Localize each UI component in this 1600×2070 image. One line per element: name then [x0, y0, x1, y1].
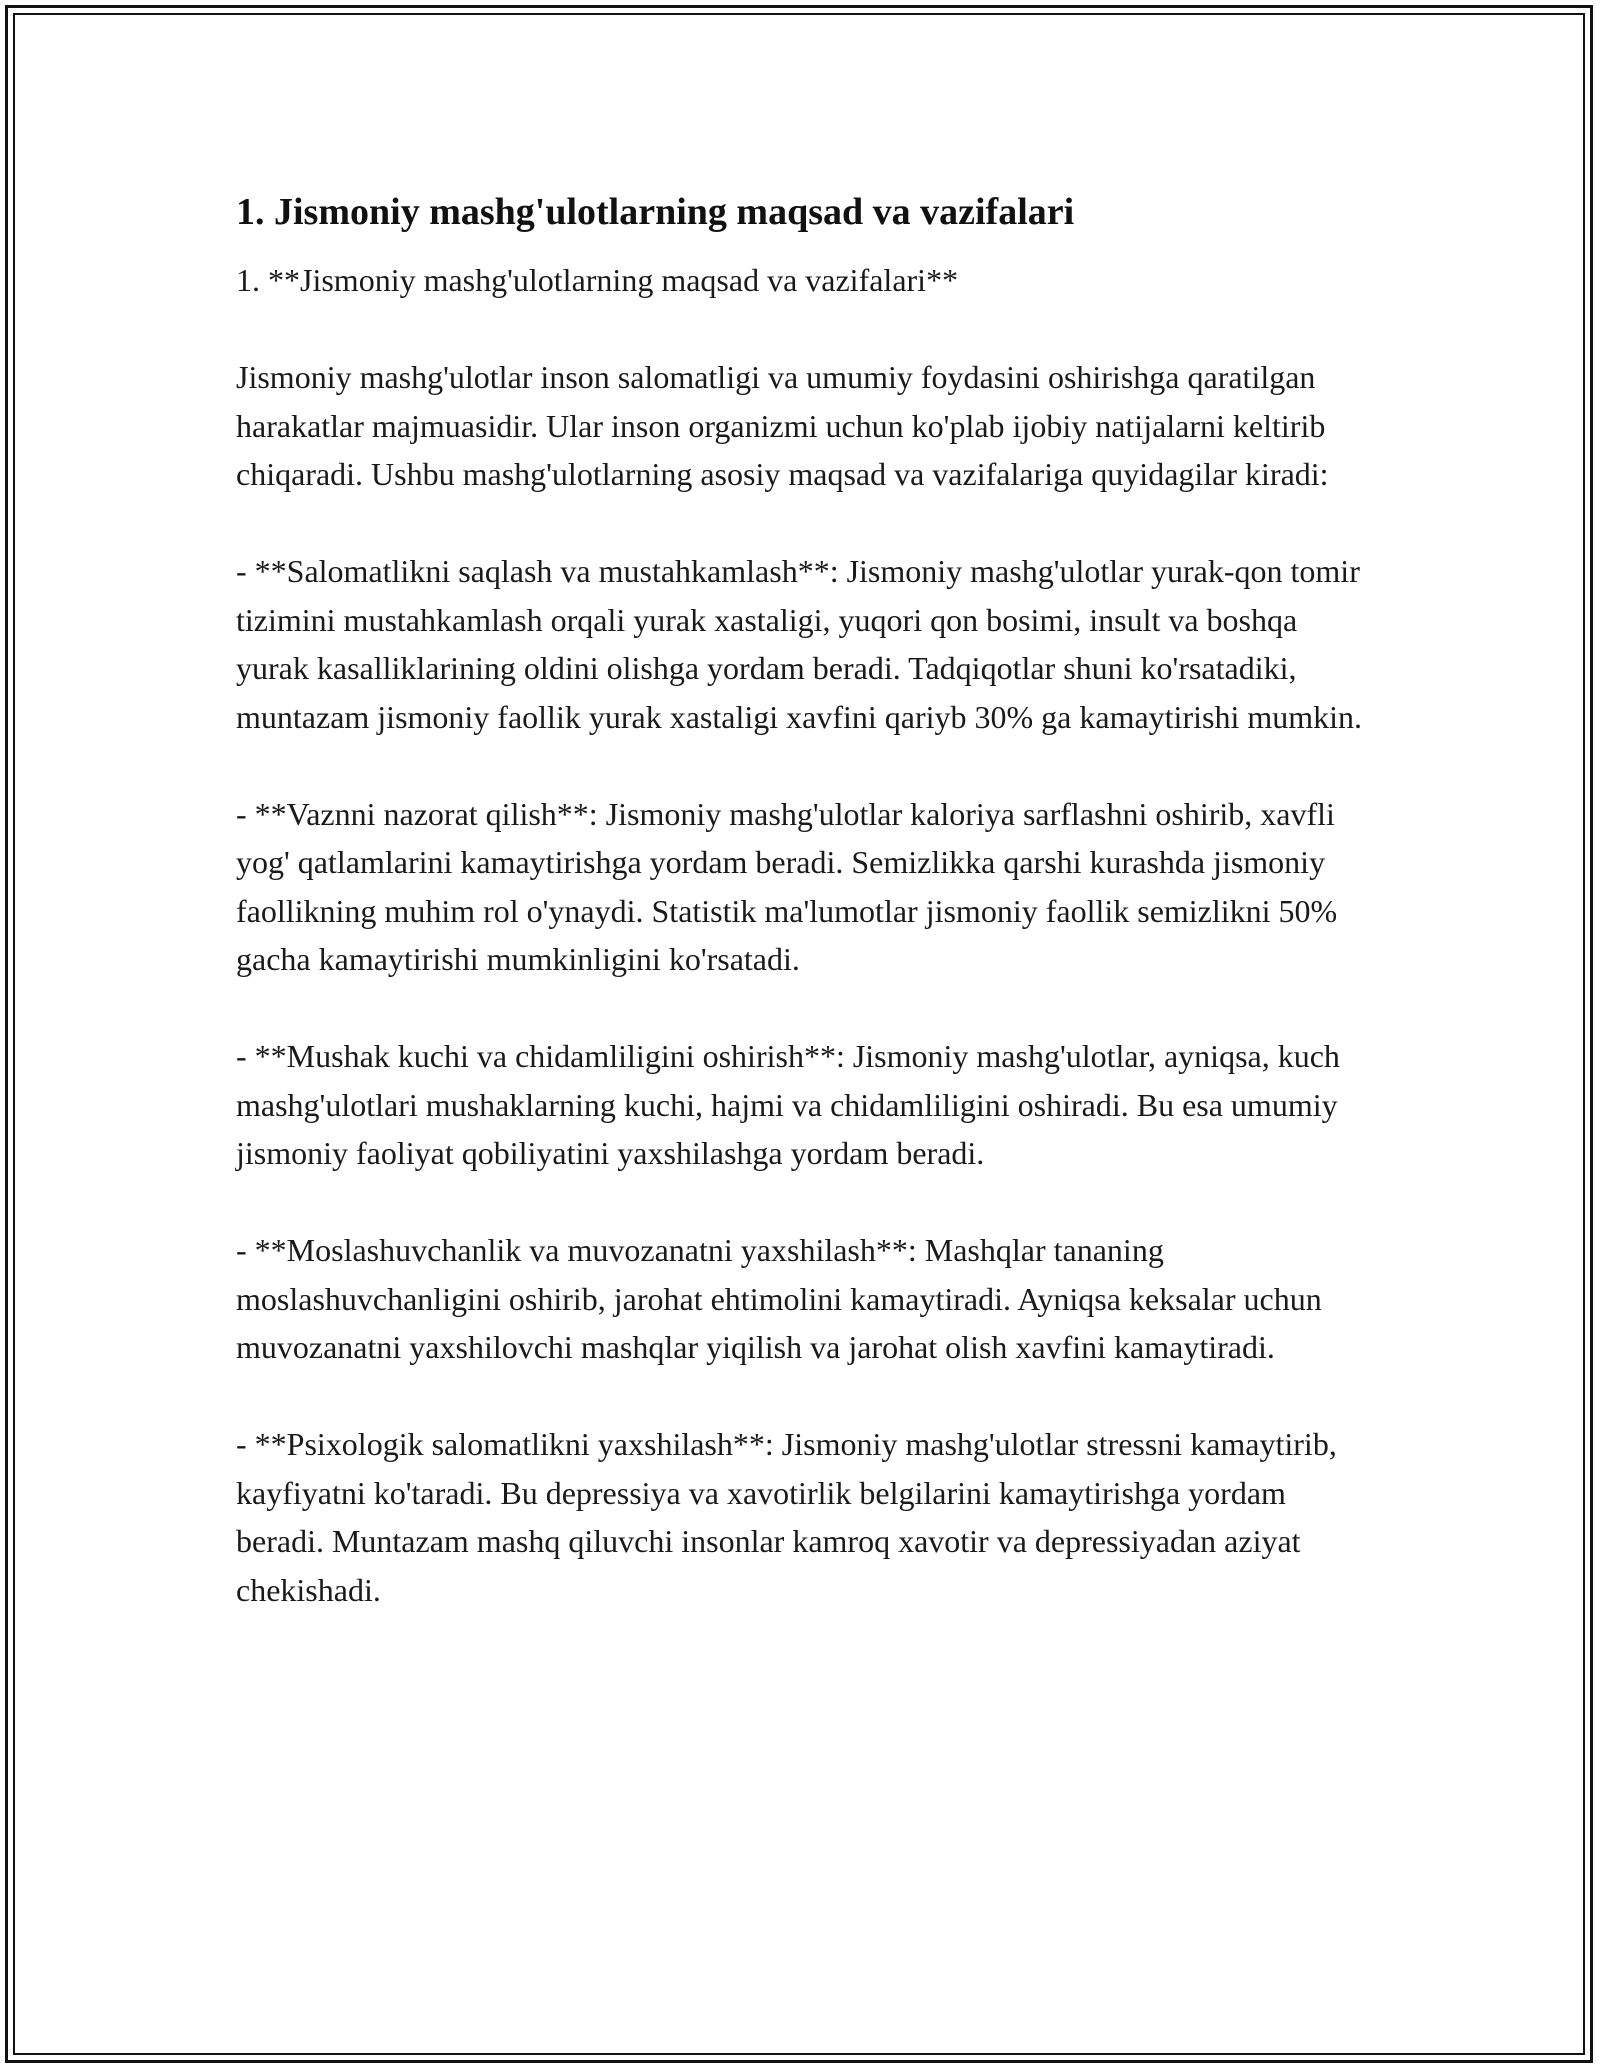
document-body	[236, 186, 1376, 1663]
item-psychology-paragraph: - **Psixologik salomatlikni yaxshilash**: Jismoniy mashg'ulotlar stressni kamaytirib, kayfiyatni ko'taradi. Bu depressiya va xavotirlik belgilarini kamaytirishga yordam beradi. Muntazam mashq qiluvchi insonlar kamroq xavotir va depressiyadan aziyat chekishadi.	[236, 1426, 1337, 1608]
intro-paragraph: Jismoniy mashg'ulotlar inson salomatligi va umumiy foydasini oshirishga qaratilgan harakatlar majmuasidir. Ular inson organizmi uchun ko'plab ijobiy natijalarni keltirib chiqaradi. Ushbu mashg'ulotlarning asosiy maqsad va vazifalariga quyidagilar kiradi:	[236, 359, 1329, 492]
item-health-paragraph: - **Salomatlikni saqlash va mustahkamlash**: Jismoniy mashg'ulotlar yurak-qon tomir tizimini mustahkamlash orqali yurak xastaligi, yuqori qon bosimi, insult va boshqa yurak kasalliklarining oldini olishga yordam beradi. Tadqiqotlar shuni ko'rsatadiki, muntazam jismoniy faollik yurak xastaligi xavfini qariyb 30% ga kamaytirishi mumkin.	[236, 553, 1362, 735]
page-title: 1. Jismoniy mashg'ulotlarning maqsad va vazifalari	[236, 191, 1075, 233]
item-weight-paragraph: - **Vaznni nazorat qilish**: Jismoniy mashg'ulotlar kaloriya sarflashni oshirib, xavfli yog' qatlamlarini kamaytirishga yordam beradi. Semizlikka qarshi kurashda jismoniy faollikning muhim rol o'ynaydi. Statistik ma'lumotlar jismoniy faollik semizlikni 50% gacha kamaytirishi mumkinligini ko'rsatadi.	[236, 795, 1338, 977]
section-subheading: 1. **Jismoniy mashg'ulotlarning maqsad va vazifalari**	[236, 262, 959, 298]
item-strength-paragraph: - **Mushak kuchi va chidamliligini oshirish**: Jismoniy mashg'ulotlar, ayniqsa, kuch mashg'ulotlari mushaklarning kuchi, hajmi va chidamliligini oshiradi. Bu esa umumiy jismoniy faoliyat qobiliyatini yaxshilashga yordam beradi.	[236, 1038, 1340, 1171]
item-flexibility-paragraph: - **Moslashuvchanlik va muvozanatni yaxshilash**: Mashqlar tananing moslashuvchanligini oshirib, jarohat ehtimolini kamaytiradi. Ayniqsa keksalar uchun muvozanatni yaxshilovchi mashqlar yiqilish va jarohat olish xavfini kamaytiradi.	[236, 1232, 1322, 1365]
